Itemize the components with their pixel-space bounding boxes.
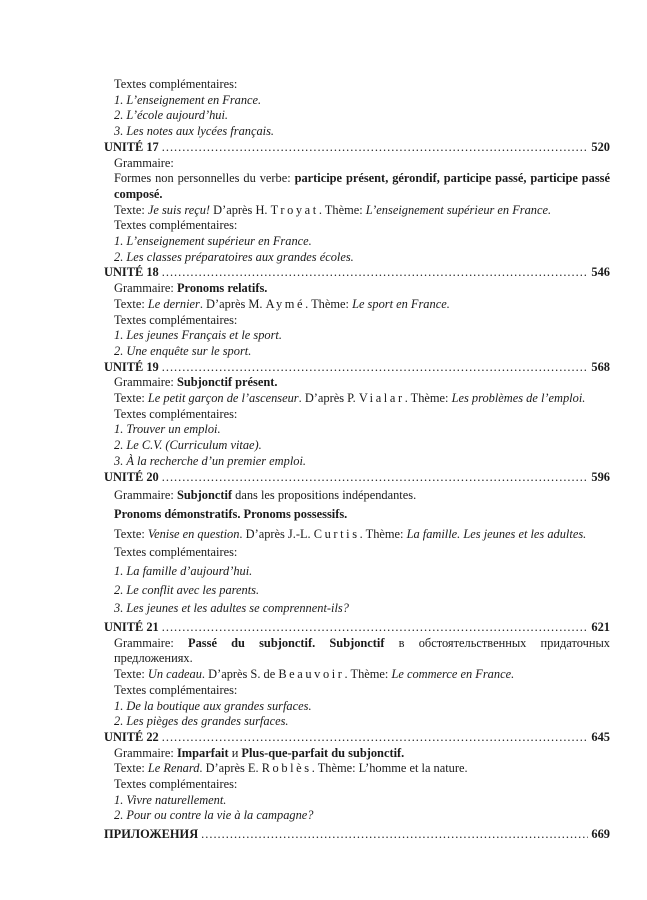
grammar-line: Grammaire: Imparfait и Plus-que-parfait du subjonctif. bbox=[114, 745, 405, 760]
list-item: 3. À la recherche d’un premier emploi. bbox=[114, 453, 306, 468]
list-item: 1. La famille d’aujourd’hui. bbox=[114, 563, 253, 578]
grammar-line-2: Pronoms démonstratifs. Pronoms possessifs. bbox=[114, 506, 348, 521]
unit-20-heading[interactable] bbox=[104, 470, 610, 486]
complementary-texts-label: Textes complémentaires: bbox=[114, 545, 238, 560]
grammar-line: Grammaire: Pronoms relatifs. bbox=[114, 281, 268, 296]
complementary-texts-label: Textes complémentaires: bbox=[114, 218, 238, 233]
text-reference: Texte: Venise en question. D’après J.-L. Curtis. Thème: La famille. Les jeunes et les adultes. bbox=[114, 526, 587, 541]
leader-dots bbox=[162, 620, 589, 636]
list-item: 2. Pour ou contre la vie à la campagne? bbox=[114, 808, 314, 823]
list-item: 3. Les jeunes et les adultes se comprennent-ils? bbox=[114, 601, 349, 616]
unit-21-heading[interactable] bbox=[104, 620, 610, 636]
text-reference: Texte: Je suis reçu! D’après H. Troyat. Thème: L’enseignement supérieur en France. bbox=[114, 202, 552, 217]
appendix-heading[interactable] bbox=[104, 827, 610, 843]
list-item: 3. Les notes aux lycées français. bbox=[114, 124, 275, 139]
table-of-contents bbox=[104, 77, 610, 843]
list-item: 2. Le conflit avec les parents. bbox=[114, 582, 260, 597]
leader-dots bbox=[162, 730, 589, 746]
page-number: 546 bbox=[591, 265, 610, 280]
unit-title: UNITÉ 22 bbox=[104, 729, 159, 744]
complementary-texts-label: Textes complémentaires: bbox=[114, 77, 238, 91]
unit-title: UNITÉ 21 bbox=[104, 620, 159, 634]
page-number: 621 bbox=[591, 620, 610, 634]
text-reference: Texte: Le Renard. D’après E. Roblès. Thème: L’homme et la nature. bbox=[114, 761, 468, 776]
page-number: 520 bbox=[591, 139, 610, 154]
leader-dots bbox=[162, 140, 589, 156]
appendix-title: ПРИЛОЖЕНИЯ bbox=[104, 827, 199, 842]
grammar-line: Grammaire: Passé du subjonctif. Subjonctif в обстоятельственных придаточных предложениях. bbox=[114, 635, 610, 666]
complementary-texts-label: Textes complémentaires: bbox=[114, 777, 238, 792]
list-item: 1. L’enseignement supérieur en France. bbox=[114, 234, 312, 249]
leader-dots bbox=[201, 827, 588, 843]
page-number: 645 bbox=[591, 729, 610, 744]
list-item: 1. Les jeunes Français et le sport. bbox=[114, 328, 282, 343]
text-reference: Texte: Le dernier. D’après M. Aymé. Thème: Le sport en France. bbox=[114, 296, 450, 311]
complementary-texts-label: Textes complémentaires: bbox=[114, 682, 238, 697]
grammar-topics: Formes non personnelles du verbe: participe présent, gérondif, participe passé, participe passé composé. bbox=[114, 171, 610, 201]
unit-title: UNITÉ 17 bbox=[104, 139, 159, 154]
unit-title: UNITÉ 18 bbox=[104, 265, 159, 280]
unit-22-heading[interactable] bbox=[104, 730, 610, 746]
complementary-texts-label: Textes complémentaires: bbox=[114, 406, 238, 421]
list-item: 1. De la boutique aux grandes surfaces. bbox=[114, 698, 312, 713]
leader-dots bbox=[162, 265, 589, 281]
unit-title: UNITÉ 20 bbox=[104, 469, 159, 484]
unit-title: UNITÉ 19 bbox=[104, 359, 159, 374]
leader-dots bbox=[162, 470, 589, 486]
page-number: 596 bbox=[591, 469, 610, 484]
list-item: 2. Les pièges des grandes surfaces. bbox=[114, 714, 289, 729]
list-item: 1. Vivre naturellement. bbox=[114, 792, 227, 807]
page-number: 669 bbox=[591, 827, 610, 842]
list-item: 2. Les classes préparatoires aux grandes écoles. bbox=[114, 249, 354, 264]
list-item: 2. Une enquête sur le sport. bbox=[114, 343, 252, 358]
complementary-texts-label: Textes complémentaires: bbox=[114, 312, 238, 327]
text-reference: Texte: Un cadeau. D’après S. de Beauvoir. Thème: Le commerce en France. bbox=[114, 667, 515, 682]
text-reference: Texte: Le petit garçon de l’ascenseur. D’après P. Vialar. Thème: Les problèmes de l’emploi. bbox=[114, 391, 586, 406]
list-item: 2. L’école aujourd’hui. bbox=[114, 108, 229, 123]
grammar-label: Grammaire: bbox=[114, 155, 174, 170]
unit-19-heading[interactable] bbox=[104, 360, 610, 376]
grammar-line: Grammaire: Subjonctif présent. bbox=[114, 375, 278, 390]
page-number: 568 bbox=[591, 359, 610, 374]
unit-18-heading[interactable] bbox=[104, 265, 610, 281]
list-item: 2. Le C.V. (Curriculum vitae). bbox=[114, 438, 262, 453]
list-item: 1. L’enseignement en France. bbox=[114, 92, 262, 107]
list-item: 1. Trouver un emploi. bbox=[114, 422, 221, 437]
leader-dots bbox=[162, 360, 589, 376]
grammar-line: Grammaire: Subjonctif dans les propositions indépendantes. bbox=[114, 488, 417, 503]
unit-17-heading[interactable] bbox=[104, 140, 610, 156]
